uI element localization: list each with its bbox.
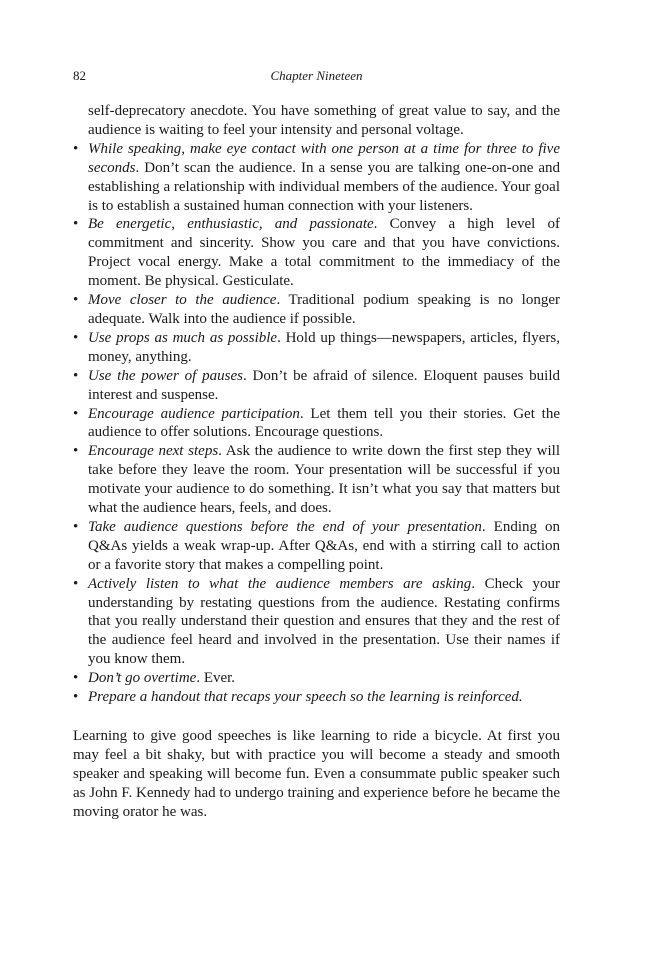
tip-text: . Let them tell you their stories. Get the audience to offer solutions. Encourage questions.: [88, 405, 560, 441]
tip-lead: While speaking, make eye contact with one person at a time for three to five seconds: [88, 140, 560, 176]
tip-text: . Don’t be afraid of silence. Eloquent pauses build interest and suspense.: [88, 367, 561, 403]
tip-text: . Ever.: [196, 670, 236, 687]
tip-text: . Convey a high level of commitment and sincerity. Show you care and that you have convictions. Project vocal energy. Make a total commitment to the immediacy of the moment. Be physical. Gesticulate.: [88, 216, 560, 290]
tip-lead: Prepare a handout that recaps your speech so the learning is reinforced.: [88, 689, 523, 706]
list-item: [73, 215, 560, 291]
tip-lead: Take audience questions before the end of your presentation: [88, 518, 482, 535]
list-item: [73, 140, 560, 216]
list-item: [73, 291, 560, 329]
tip-text: . Ask the audience to write down the first step they will take before they leave the room. Your presentation will be successful if you motivate your audience to do something. It isn’t what you say that matters but what the audience hears, feels, and does.: [88, 443, 560, 517]
list-item: [73, 518, 560, 575]
bullet-icon: •: [73, 216, 79, 233]
tip-lead: Encourage next steps: [88, 443, 219, 460]
tip-lead: Be energetic, enthusiastic, and passionate: [88, 216, 374, 233]
page-body: [73, 102, 560, 822]
list-item: [73, 669, 560, 688]
bullet-icon: •: [73, 405, 79, 422]
tip-text: . Ending on Q&As yields a weak wrap-up. After Q&As, end with a stirring call to action or a favorite story that makes a compelling point.: [88, 518, 560, 573]
tips-list: [73, 140, 560, 707]
bullet-icon: •: [73, 689, 79, 706]
tip-lead: Use the power of pauses: [88, 367, 243, 384]
tip-lead: Use props as much as possible: [88, 329, 278, 346]
list-item: [73, 442, 560, 518]
list-item: [73, 405, 560, 443]
tip-lead: Don’t go overtime: [88, 670, 197, 687]
bullet-icon: •: [73, 140, 79, 157]
page-header: [73, 68, 560, 88]
bullet-icon: •: [73, 367, 79, 384]
bullet-icon: •: [73, 443, 79, 460]
list-item: [73, 367, 560, 405]
closing-paragraph: Learning to give good speeches is like learning to ride a bicycle. At first you may feel a bit shaky, but with practice you will become a steady and smooth speaker and speaking will become fun. Even a consummate public speaker such as John F. Kennedy had to undergo training and experience before he became the moving orator he was.: [73, 728, 560, 820]
list-item: [73, 688, 560, 707]
tip-lead: Actively listen to what the audience members are asking: [88, 575, 472, 592]
bullet-icon: •: [73, 329, 79, 346]
tip-lead: Encourage audience participation: [88, 405, 300, 422]
tip-text: . Hold up things—newspapers, articles, flyers, money, anything.: [88, 329, 561, 365]
bullet-icon: •: [73, 518, 79, 535]
tip-text: . Don’t scan the audience. In a sense you are talking one-on-one and establishing a relationship with individual members of the audience. Your goal is to establish a sustained human connection with your listeners.: [88, 159, 560, 214]
tip-text: . Traditional podium speaking is no longer adequate. Walk into the audience if possible.: [88, 292, 561, 327]
bullet-icon: •: [73, 575, 79, 592]
running-head: Chapter Nineteen: [270, 68, 363, 83]
bullet-icon: •: [73, 670, 79, 687]
list-item: [73, 329, 560, 367]
bullet-icon: •: [73, 292, 79, 309]
tip-lead: Move closer to the audience: [88, 292, 277, 309]
tip-text: . Check your understanding by restating questions from the audience. Restating confirms that you really understand their question and ensures that they and the rest of the audience feel heard and involved in the presentation. Use their names if you know them.: [88, 575, 560, 668]
page-number: 82: [73, 68, 86, 83]
continuation-paragraph: self-deprecatory anecdote. You have something of great value to say, and the audience is waiting to feel your intensity and personal voltage.: [88, 103, 560, 138]
list-item: [73, 575, 560, 670]
